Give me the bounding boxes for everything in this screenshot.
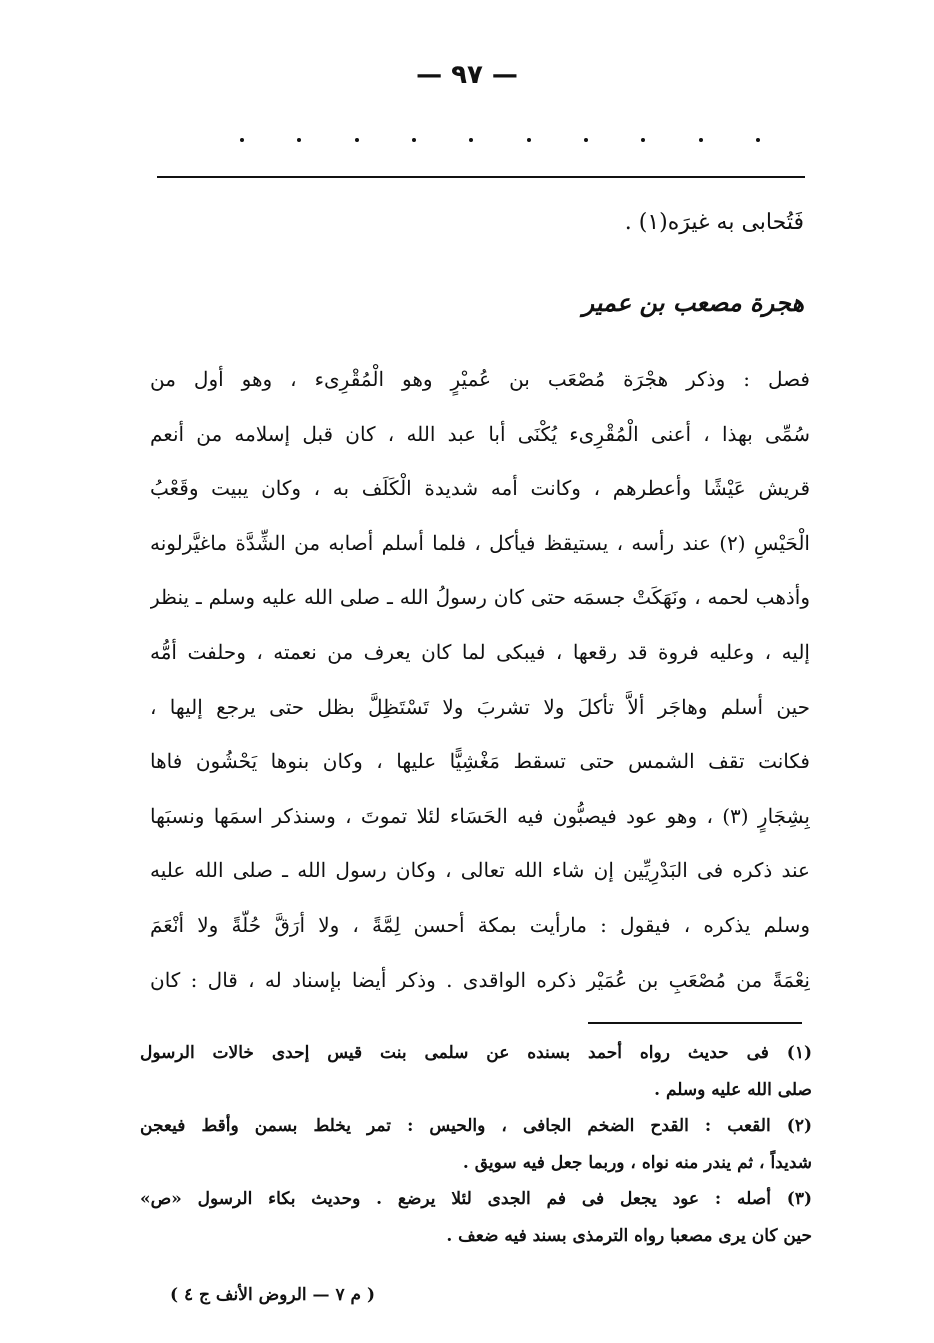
header-rule	[157, 176, 805, 178]
separator-dot	[756, 138, 760, 142]
footnote-line: (٣) أصله : عود يجعل فى فم الجدى لئلا يرضع . وحديث بكاء الرسول «ص»	[140, 1189, 812, 1209]
paragraph-line: نِعْمَةً من مُصْعَبِ بن عُمَيْر ذكره الواقدى . وذكر أيضا بإسناد له ، قال : كان	[150, 967, 810, 992]
page-number: — ٩٧ —	[416, 60, 518, 90]
separator-dot	[584, 138, 588, 142]
section-heading: هجرة مصعب بن عمير	[582, 288, 804, 317]
paragraph-line: فصل : وذكر هجْرَة مُصْعَب بن عُميْرٍ وهو الْمُقْرِىء ، وهو أول من	[150, 367, 810, 391]
footnote-line: صلى الله عليه وسلم .	[654, 1079, 812, 1100]
separator-dot	[240, 138, 244, 142]
footnote-line: (٢) القعب : القدح الضخم الجافى ، والحيس : تمر يخلط بسمن وأقط فيعجن	[140, 1116, 812, 1136]
footnote-line: حين كان يرى مصعبا رواه الترمذى بسند فيه ضعف .	[446, 1225, 812, 1246]
paragraph-line: بِشِجَارٍ (٣) ، وهو عود فيصبُّون فيه الحَسَاء لئلا تموتَ ، وسنذكر اسمَها ونسبَها	[150, 803, 810, 828]
paragraph-line: عند ذكره فى البَدْرِيِّين إن شاء الله تعالى ، وكان رسول الله ـ صلى الله عليه	[150, 858, 810, 883]
separator-dot	[641, 138, 645, 142]
paragraph-line: حين أسلم وهاجَر ألاَّ تأكلَ ولا تشربَ ولا تَسْتَظِلَّ بظل حتى يرجع إليها ،	[150, 694, 810, 719]
separator-dot	[297, 138, 301, 142]
carried-over-line: فَتُحابى به غيرَه(١) .	[624, 210, 804, 235]
paragraph-line: فكانت تقف الشمس حتى تسقط مَغْشِيًّا عليها ، وكان بنوها يَحْشُون فاها	[150, 749, 810, 774]
body-paragraph	[150, 352, 810, 1007]
separator-dot	[699, 138, 703, 142]
paragraph-line: الْحَيْسِ (٢) عند رأسه ، يستيقظ فيأكل ، فلما أسلم أصابه من الشِّدَّة ماغيَّرلونه	[150, 530, 810, 555]
printer-signature: ( م ٧ — الروض الأنف ج ٤ )	[170, 1285, 376, 1305]
footnote-line: (١) فى حديث رواه أحمد بسنده عن سلمى بنت قيس إحدى خالات الرسول	[140, 1043, 812, 1063]
paragraph-line: وسلم يذكره ، فيقول : مارأيت بمكة أحسن لِمَّةً ، ولا أرَقَّ حُلّةً ولا أنْعَمَ	[150, 912, 810, 937]
separator-dot	[412, 138, 416, 142]
footnote-rule	[588, 1022, 802, 1024]
separator-dots	[240, 138, 760, 142]
paragraph-line: سُمِّى بهذا ، أعنى الْمُقْرِىء يُكْنَى أبا عبد الله ، كان قبل إسلامه من أنعم	[150, 421, 810, 446]
paragraph-line: وأذهب لحمه ، ونَهَكَتْ جسمَه حتى كان رسولُ الله ـ صلى الله عليه وسلم ـ ينظر	[150, 585, 810, 610]
separator-dot	[527, 138, 531, 142]
footnote-line: شديداً ، ثم يندر منه نواه ، وربما جعل فيه سويق .	[462, 1152, 812, 1173]
separator-dot	[469, 138, 473, 142]
paragraph-line: إليه ، وعليه فروة قد رقعها ، فيبكى لما كان يعرف من نعمته ، وحلفت أمُّه	[150, 639, 810, 664]
paragraph-line: قريش عَيْشًا وأعطرهم ، وكانت أمه شديدة الْكَلَف به ، وكان يبيت وقَعْبُ	[150, 476, 810, 501]
footnotes	[140, 1035, 812, 1254]
separator-dot	[355, 138, 359, 142]
